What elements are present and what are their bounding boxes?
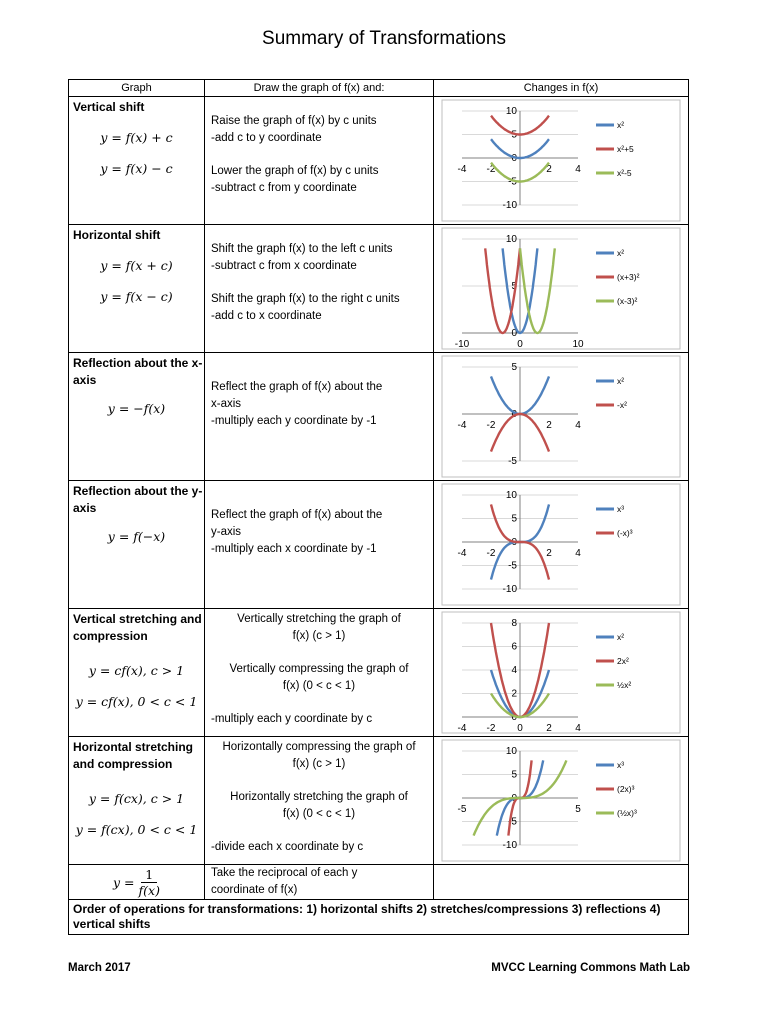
header-graph: Graph bbox=[69, 80, 205, 97]
legend-label: x² bbox=[617, 120, 625, 130]
legend-label: (x-3)² bbox=[617, 296, 638, 306]
legend-label: x³ bbox=[617, 760, 625, 770]
description: Reflect the graph of f(x) about the y-axis -multiply each x coordinate by -1 bbox=[211, 509, 383, 555]
footer-date: March 2017 bbox=[68, 962, 131, 974]
x-tick-label: 2 bbox=[546, 164, 552, 175]
legend-label: x² bbox=[617, 248, 625, 258]
series-line bbox=[520, 248, 555, 333]
description: Shift the graph f(x) to the left c units -subtract c from x coordinate Shift the graph f(x) to the right c units -add c to x coordinate bbox=[211, 243, 400, 322]
header-draw: Draw the graph of f(x) and: bbox=[205, 80, 434, 97]
row-title: Horizontal stretching and compression bbox=[73, 740, 194, 771]
equation: y = cf(x), c > 1 bbox=[88, 663, 185, 678]
y-tick-label: 4 bbox=[511, 665, 517, 676]
chart-frame bbox=[442, 356, 680, 477]
equation: y = f(x + c) bbox=[100, 258, 173, 273]
y-tick-label: 0 bbox=[511, 537, 517, 548]
x-tick-label: 4 bbox=[575, 723, 581, 734]
description: Horizontally compressing the graph of f(x) (c > 1) Horizontally stretching the graph of f(x) (0 < c < 1) -divide each x coordinate by c bbox=[211, 741, 416, 853]
row-vertical-shift bbox=[69, 97, 689, 225]
fraction: $\frac{1}{f(x)}$ bbox=[138, 866, 160, 898]
x-tick-label: -4 bbox=[457, 164, 467, 175]
y-tick-label: 2 bbox=[511, 688, 517, 700]
legend-label: x³ bbox=[617, 504, 625, 514]
description: Reflect the graph of f(x) about the x-axis -multiply each y coordinate by -1 bbox=[211, 381, 383, 427]
y-tick-label: 10 bbox=[505, 746, 517, 757]
row-reflection-y bbox=[69, 481, 689, 609]
x-tick-label: 4 bbox=[575, 164, 581, 175]
transformations-table bbox=[68, 79, 689, 935]
equation: y = f(x − c) bbox=[100, 289, 173, 304]
y-tick-label: 8 bbox=[511, 618, 517, 629]
chart-reflection-y bbox=[434, 481, 688, 608]
y-tick-label: 6 bbox=[511, 641, 517, 653]
y-tick-label: 0 bbox=[511, 712, 517, 723]
y-tick-label: 5 bbox=[511, 769, 517, 781]
x-tick-label: -2 bbox=[486, 420, 496, 431]
row-order bbox=[69, 900, 689, 935]
series-line bbox=[485, 248, 520, 333]
x-tick-label: 4 bbox=[575, 420, 581, 431]
y-tick-label: -5 bbox=[508, 456, 517, 467]
footer-organization: MVCC Learning Commons Math Lab bbox=[491, 962, 690, 974]
x-tick-label: 10 bbox=[572, 339, 584, 350]
chart-horizontal-shift bbox=[434, 225, 688, 352]
row-reciprocal bbox=[69, 865, 689, 900]
chart-frame bbox=[442, 484, 680, 605]
x-tick-label: -4 bbox=[457, 723, 467, 734]
chart-frame bbox=[442, 100, 680, 221]
y-tick-label: 0 bbox=[511, 153, 517, 164]
chart-frame bbox=[442, 228, 680, 349]
equation: y = f(cx), 0 < c < 1 bbox=[75, 822, 198, 837]
y-tick-label: 10 bbox=[505, 234, 517, 245]
x-tick-label: -10 bbox=[454, 339, 470, 350]
legend-label: (½x)³ bbox=[617, 808, 637, 818]
equation: y = f(cx), c > 1 bbox=[88, 791, 185, 806]
page-title: Summary of Transformations bbox=[262, 28, 506, 49]
row-title: Reflection about the x-axis bbox=[73, 356, 203, 387]
y-tick-label: -10 bbox=[502, 840, 517, 851]
y-tick-label: 0 bbox=[511, 409, 517, 420]
x-tick-label: 2 bbox=[546, 723, 552, 734]
legend-label: x² bbox=[617, 632, 625, 642]
x-tick-label: -4 bbox=[457, 548, 467, 559]
x-tick-label: -2 bbox=[486, 548, 496, 559]
description: Take the reciprocal of each y coordinate of f(x) bbox=[211, 867, 358, 896]
chart-vertical-stretch bbox=[434, 609, 688, 736]
row-horizontal-stretch bbox=[69, 737, 689, 865]
x-tick-label: -2 bbox=[486, 164, 496, 175]
description: Raise the graph of f(x) by c units -add c to y coordinate Lower the graph of f(x) by c units -subtract c from y coordinate bbox=[211, 115, 379, 194]
y-tick-label: 5 bbox=[511, 362, 517, 373]
row-title: Reflection about the y-axis bbox=[73, 484, 203, 515]
y-tick-label: -10 bbox=[502, 200, 517, 211]
header-changes: Changes in f(x) bbox=[434, 80, 689, 97]
y-tick-label: -5 bbox=[508, 816, 517, 828]
chart-horizontal-stretch bbox=[434, 737, 688, 864]
header-row bbox=[69, 80, 689, 97]
x-tick-label: -5 bbox=[457, 804, 467, 815]
legend-label: 2x² bbox=[617, 656, 629, 666]
y-tick-label: 0 bbox=[511, 328, 517, 339]
chart-frame bbox=[442, 740, 680, 861]
legend-label: x² bbox=[617, 376, 625, 386]
y-tick-label: 10 bbox=[505, 490, 517, 501]
chart-vertical-shift bbox=[434, 97, 688, 224]
x-tick-label: 0 bbox=[517, 723, 523, 734]
x-tick-label: 2 bbox=[546, 548, 552, 559]
legend-label: ½x² bbox=[617, 680, 632, 690]
x-tick-label: -4 bbox=[457, 420, 467, 431]
x-tick-label: -2 bbox=[486, 723, 496, 734]
equation: y = f(−x) bbox=[107, 529, 166, 544]
y-tick-label: -10 bbox=[502, 584, 517, 595]
row-title: Vertical shift bbox=[73, 100, 145, 114]
x-tick-label: 0 bbox=[517, 339, 523, 350]
y-tick-label: -5 bbox=[508, 560, 517, 572]
legend-label: -x² bbox=[617, 400, 627, 410]
legend-label: (-x)³ bbox=[617, 528, 633, 538]
row-title: Horizontal shift bbox=[73, 228, 161, 242]
equation: y = f(x) + c bbox=[100, 130, 173, 145]
y-tick-label: 10 bbox=[505, 106, 517, 117]
equation: y = f(x) − c bbox=[100, 161, 173, 176]
y-tick-label: 0 bbox=[511, 793, 517, 804]
legend-label: x²+5 bbox=[617, 144, 634, 154]
row-reflection-x bbox=[69, 353, 689, 481]
row-title: Vertical stretching and compression bbox=[73, 612, 202, 643]
equation: y = cf(x), 0 < c < 1 bbox=[75, 694, 198, 709]
description: Vertically stretching the graph of f(x) (c > 1) Vertically compressing the graph of f(x) (0 < c < 1) -multiply each y coordinate by c bbox=[211, 613, 409, 725]
y-tick-label: 5 bbox=[511, 129, 517, 141]
legend-label: (2x)³ bbox=[617, 784, 635, 794]
y-tick-label: -5 bbox=[508, 176, 517, 188]
x-tick-label: 5 bbox=[575, 804, 581, 815]
row-horizontal-shift bbox=[69, 225, 689, 353]
legend-label: (x+3)² bbox=[617, 272, 640, 282]
legend-label: x²-5 bbox=[617, 168, 632, 178]
y-tick-label: 5 bbox=[511, 281, 517, 292]
chart-reflection-x bbox=[434, 353, 688, 480]
x-tick-label: 2 bbox=[546, 420, 552, 431]
equation: y = $\frac{1}{f(x)}$ bbox=[113, 866, 160, 898]
row-vertical-stretch bbox=[69, 609, 689, 737]
x-tick-label: 4 bbox=[575, 548, 581, 559]
y-tick-label: 5 bbox=[511, 513, 517, 525]
equation: y = −f(x) bbox=[107, 401, 166, 416]
chart-frame bbox=[442, 612, 680, 733]
order-of-operations: Order of operations for transformations: 1) horizontal shifts 2) stretches/compressions 3) reflections 4) vertical shifts bbox=[73, 902, 661, 931]
